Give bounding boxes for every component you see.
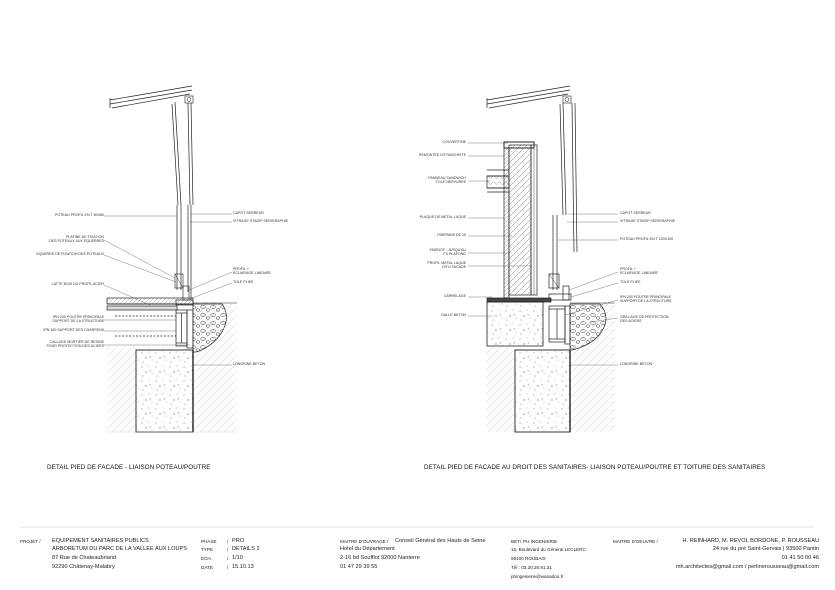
right-wall-block (509, 145, 531, 295)
right-detail-caption: DETAIL PIED DE FACADE AU DROIT DES SANITAIRES- LIAISON POTEAU/POUTRE ET TOITURE DES SANITAIRES (424, 464, 766, 471)
right-label-profil: PROFIL + ECLAIRAGE LINEAIRE (620, 267, 658, 276)
ech-label: ECH. (201, 556, 212, 561)
right-label-vitrage: VITRAGE STADIP SERIGRAPHIE (620, 219, 675, 223)
left-label-equerre: EQUERRE DE FIXATION DES POTEAUX (36, 252, 104, 256)
right-label-faience: FAIENCE - JUSQU'AU FX PLAFOND (429, 248, 466, 257)
projet-line-1: EQUIPEMENT SANITAIRES PUBLICS (52, 538, 149, 544)
maitre-oeuvre-line-2: 24 rue du pré Saint-Gervais | 93500 Pantin (712, 546, 819, 552)
right-label-plaque: PLAQUE DE METAL LAQUE (419, 215, 466, 219)
type-value: DETAILS 2 (232, 546, 260, 552)
bet-line-4: Tél : 03.20.26.91.31 (511, 565, 552, 570)
right-label-profil-metal: PROFIL METAL LAQUE DITO FACADE (427, 261, 466, 270)
right-label-remontee: REMONTEE D'ETANCHEITE (418, 153, 466, 157)
left-label-tole: TOLE PLIEE (233, 280, 254, 284)
left-label-ipn160: IPN 160 SUPPORT DES CHARPENS (43, 328, 104, 332)
left-label-ipn200: IPN 200 POUTRE PRINCIPALE SUPPORT DE LA STRUCTURE (52, 315, 104, 324)
maitre-ouvrage-line-2: Hotel du Département (340, 546, 395, 552)
bet-line-3: 59100 ROUBAIX (511, 556, 546, 561)
left-detail-caption: DETAIL PIED DE FACADE - LIAISON POTEAU/POUTRE (47, 464, 211, 471)
right-label-poteau: POTEAU PROFIL EN T 100X100 (620, 237, 674, 241)
date-label: DATE (201, 565, 213, 570)
right-detail-drawing (468, 86, 618, 432)
left-label-capot: CAPOT SERREUR (233, 211, 264, 215)
right-label-parpains: PARPAINS DE 15 (437, 233, 466, 237)
bet-line-2: 15, Boulevard du Général LECLERC (511, 547, 586, 552)
right-tiling (487, 298, 551, 302)
date-value: 15.10.13 (232, 564, 254, 570)
maitre-oeuvre-line-4: mh.architectes@gmail.com / perlinerousseau@gmail.com (675, 564, 819, 570)
right-roof-frame (487, 86, 577, 252)
left-label-platine: PLATINE DE FIXATION DES POTEAUX AUX EQUERRES (49, 235, 104, 244)
left-label-profil: PROFIL + ECLAIRAGE LINEAIRE (233, 267, 271, 276)
left-label-vitrage: VITRAGE STADIP SERIGRAPHIE (233, 219, 288, 223)
right-label-couvertine: COUVERTINE (442, 140, 466, 144)
left-roof-frame (110, 86, 193, 205)
projet-line-2: ARBORETUM DU PARC DE LA VALLEE AUX LOUPS (52, 546, 188, 552)
left-longrine (136, 350, 193, 432)
right-label-longrine: LONGRINE BETON (620, 362, 653, 366)
type-label: TYPE (201, 547, 213, 552)
bet-line-1: PH INGENIERIE (523, 539, 558, 544)
bet-label: BET/ (511, 539, 522, 544)
left-floor (107, 298, 193, 348)
left-label-poteau: POTEAU PROFIL EN T 80X80 (54, 213, 104, 217)
right-column (549, 215, 571, 300)
projet-line-3: 87 Rue de Chateaubriand (52, 555, 117, 561)
projet-label: PROJET / (20, 539, 41, 544)
left-label-longrine: LONGRINE BETON (233, 362, 266, 366)
right-label-tole: TOLE PLIEE (620, 280, 641, 284)
right-label-dalle: DALLE BETON (441, 313, 466, 317)
phase-value: PRO (232, 538, 245, 544)
maitre-ouvrage-line-1: Conseil Général des Hauts de Seine (395, 538, 486, 544)
maitre-ouvrage-line-3: 2-16 bd Soufflot 92000 Nanterre (340, 555, 420, 561)
left-label-latte: LATTE BOIS DU PROFIL ACIER (51, 282, 104, 286)
right-longrine (515, 350, 570, 432)
left-label-callage: CALLAGE MORTIER DE RESINE POUR PROTECTION DES ACIERS (46, 340, 104, 349)
maitre-oeuvre-line-1: H. REINHARD, M. REVOL BORDONE, P. ROUSSEAU (682, 538, 819, 544)
right-label-carrelage: CARRELAGE (443, 294, 466, 298)
maitre-ouvrage-line-4: 01 47 29 39 55 (340, 564, 378, 570)
right-label-panneau: PANNEAU SANDWICH TOLE NERVUREE (428, 176, 466, 185)
left-column (175, 205, 193, 305)
left-detail-drawing (104, 86, 237, 432)
bet-line-5: phingenierie@wanadoo.fr (511, 574, 564, 579)
maitre-oeuvre-line-3: 01 41 50 00 46 (781, 555, 819, 561)
maitre-oeuvre-label: MAITRE D'OEUVRE / (613, 539, 658, 544)
phase-label: PHASE (201, 539, 217, 544)
right-label-capot: CAPOT SERREUR (620, 211, 651, 215)
projet-line-4: 92290 Châtenay-Malabry (52, 564, 115, 570)
ech-value: 1/10 (232, 555, 243, 561)
right-label-ipn200: IPN 200 POUTRE PRINCIPALE SUPPORT DE LA STRUCTURE (620, 295, 672, 304)
maitre-ouvrage-label: MAITRE D'OUVRAGE / (340, 539, 389, 544)
right-label-grillage: GRILLAGE DE PROTECTION DES ACIERS (620, 315, 669, 324)
right-slab (487, 302, 543, 346)
